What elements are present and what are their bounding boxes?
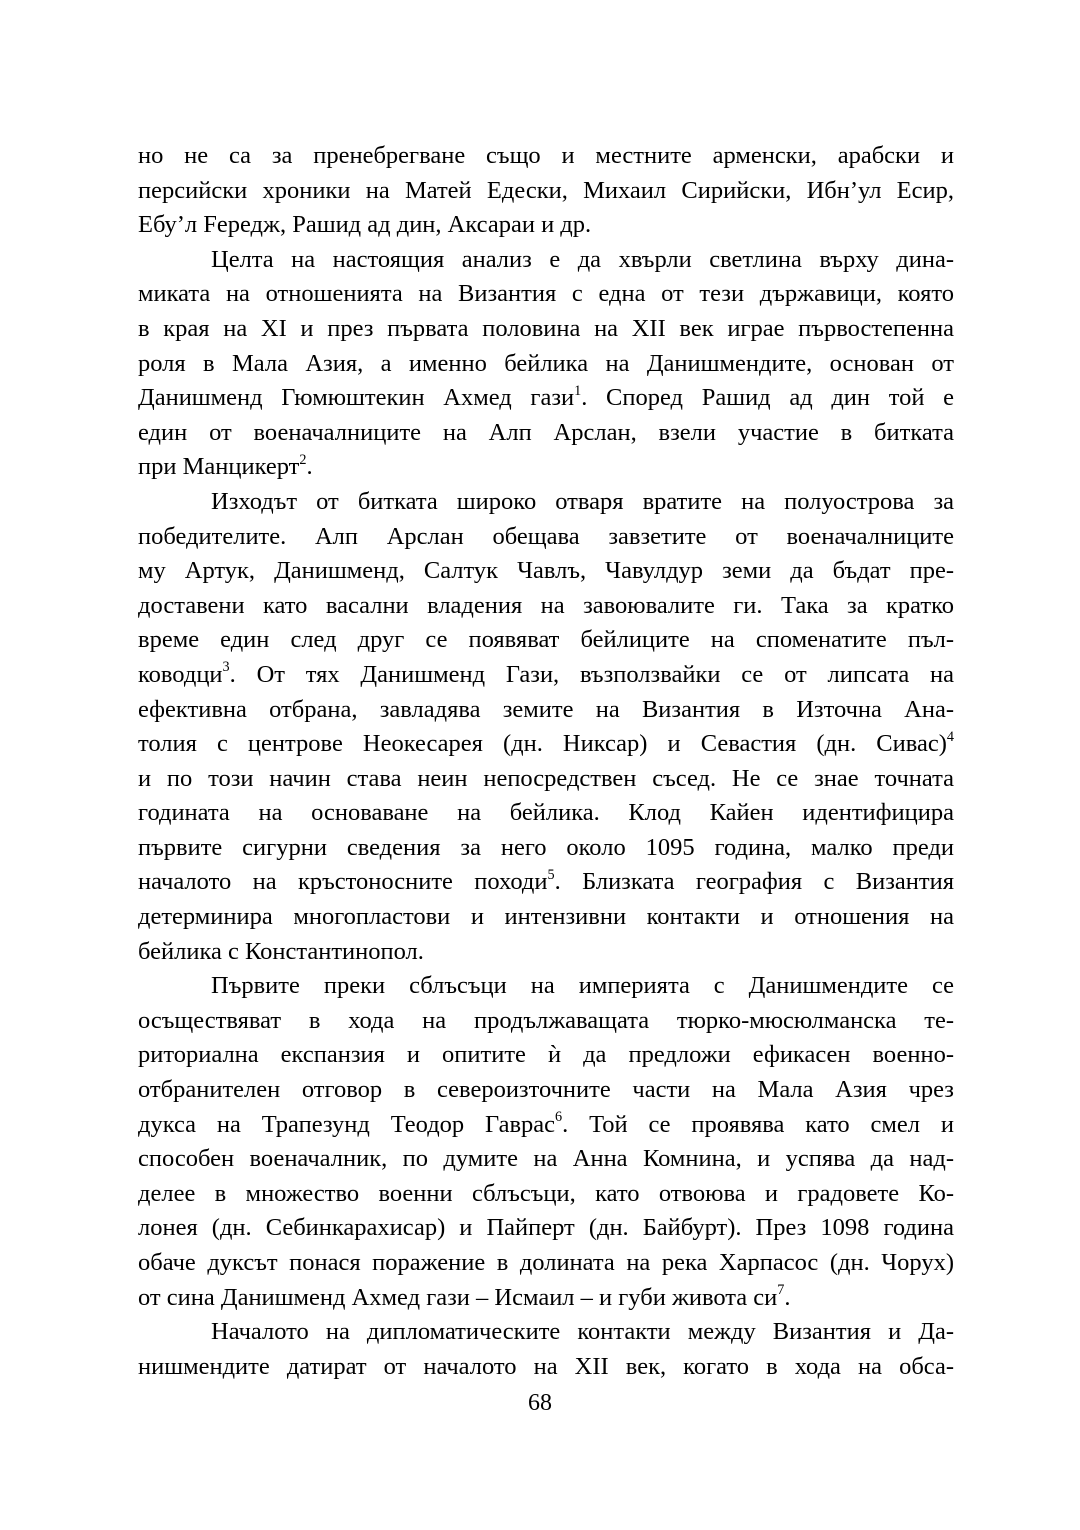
text-run: бейлика с Константинопол. xyxy=(138,937,424,965)
text-run: отбранителен отговор в североизточните части на Мала Азия чрез xyxy=(138,1076,954,1104)
text-run: . xyxy=(784,1283,791,1311)
text-run: и по този начин става неин непосредствен съсед. Не се знае точната xyxy=(138,764,954,792)
text-line xyxy=(138,935,954,970)
text-line xyxy=(138,1038,954,1073)
text-line xyxy=(138,1142,954,1177)
paragraph xyxy=(138,243,954,485)
text-line xyxy=(138,1246,954,1281)
footnote-marker[interactable]: 1 xyxy=(574,382,582,399)
text-line xyxy=(138,623,954,658)
text-line xyxy=(138,243,954,278)
text-run: . xyxy=(306,453,313,481)
text-run: доставени като васални владения на завоювалите ги. Така за кратко xyxy=(138,591,954,619)
text-line xyxy=(138,727,954,762)
text-run: . Той се проявява като смел и xyxy=(562,1110,955,1138)
text-run: . Според Рашид ад дин той е xyxy=(581,384,954,412)
text-run: персийски хроники на Матей Едески, Михаил Сирийски, Ибн’ул Есир, xyxy=(138,176,954,204)
text-run: риториална експанзия и опитите ѝ да предложи ефикасен военно- xyxy=(138,1041,954,1069)
text-run: Изходът от битката широко отваря вратите на полуострова за xyxy=(211,487,954,515)
text-run: победителите. Алп Арслан обещава завзетите от военачалниците xyxy=(138,522,954,550)
text-line xyxy=(138,865,954,900)
footnote-marker[interactable]: 7 xyxy=(777,1282,785,1299)
page-body xyxy=(138,139,954,1384)
text-run: ководци xyxy=(138,660,223,688)
text-line xyxy=(138,1108,954,1143)
text-line xyxy=(138,693,954,728)
text-run: време един след друг се появяват бейлиците на споменатите пъл- xyxy=(138,626,954,654)
text-line xyxy=(138,139,954,174)
text-line xyxy=(138,831,954,866)
text-run: първите сигурни сведения за него около 1095 година, малко преди xyxy=(138,833,954,861)
text-line xyxy=(138,1281,954,1316)
page-number: 68 xyxy=(528,1390,552,1416)
text-line xyxy=(138,1350,954,1385)
text-run: миката на отношенията на Византия с една от тези държавици, която xyxy=(138,280,954,308)
text-run: Целта на настоящия анализ е да хвърли светлина върху дина- xyxy=(211,245,954,273)
footnote-marker[interactable]: 6 xyxy=(555,1109,563,1126)
text-line xyxy=(138,1073,954,1108)
footnote-marker[interactable]: 4 xyxy=(946,728,954,745)
text-run: годината на основаване на бейлика. Клод Кайен идентифицира xyxy=(138,799,954,827)
text-line xyxy=(138,589,954,624)
text-run: Началото на дипломатическите контакти между Византия и Да- xyxy=(211,1318,954,1346)
text-run: но не са за пренебрегване също и местните арменски, арабски и xyxy=(138,142,954,169)
text-line xyxy=(138,969,954,1004)
text-line xyxy=(138,277,954,312)
text-run: роля в Мала Азия, а именно бейлика на Данишмендите, основан от xyxy=(138,349,954,377)
text-line xyxy=(138,174,954,209)
text-line xyxy=(138,762,954,797)
text-line xyxy=(138,1211,954,1246)
paragraph xyxy=(138,1315,954,1384)
text-run: способен военачалник, по думите на Анна Комнина, и успява да над- xyxy=(138,1145,954,1173)
text-run: при Манцикерт xyxy=(138,453,300,481)
text-run: Данишменд Гюмюштекин Ахмед гази xyxy=(138,384,575,412)
text-run: осъществяват в хода на продължаващата тюрко-мюсюлманска те- xyxy=(138,1006,954,1034)
footnote-marker[interactable]: 3 xyxy=(222,659,230,676)
text-line xyxy=(138,1004,954,1039)
text-line xyxy=(138,1315,954,1350)
text-run: един от военачалниците на Алп Арслан, взели участие в битката xyxy=(138,418,954,446)
text-line xyxy=(138,312,954,347)
text-run: ефективна отбрана, завладява земите на Византия в Източна Ана- xyxy=(138,695,954,723)
text-line xyxy=(138,520,954,555)
text-line xyxy=(138,347,954,382)
text-run: . От тях Данишменд Гази, възползвайки се от липсата на xyxy=(229,660,954,688)
paragraph xyxy=(138,485,954,969)
text-line xyxy=(138,485,954,520)
text-run: му Артук, Данишменд, Салтук Чавлъ, Чавулдур земи да бъдат пре- xyxy=(138,557,954,585)
footnote-marker[interactable]: 2 xyxy=(299,451,307,468)
text-run: делее в множество военни сблъсъци, като отвоюва и градовете Ко- xyxy=(138,1179,954,1207)
text-run: от сина Данишменд Ахмед гази – Исмаил – и губи живота си xyxy=(138,1283,778,1311)
text-line xyxy=(138,554,954,589)
paragraph xyxy=(138,969,954,1315)
text-run: Първите преки сблъсъци на империята с Данишмендите се xyxy=(211,972,954,1000)
text-line xyxy=(138,796,954,831)
text-line xyxy=(138,208,954,243)
paragraph xyxy=(138,139,954,243)
text-run: толия с центрове Неокесарея (дн. Никсар) и Севастия (дн. Сивас) xyxy=(138,730,947,758)
footnote-marker[interactable]: 5 xyxy=(547,866,555,883)
text-run: лонея (дн. Себинкарахисар) и Пайперт (дн. Байбурт). През 1098 година xyxy=(138,1214,954,1242)
text-line xyxy=(138,1177,954,1212)
text-line xyxy=(138,900,954,935)
text-line xyxy=(138,381,954,416)
text-run: началото на кръстоносните походи xyxy=(138,868,548,896)
text-run: . Близката география с Византия xyxy=(554,868,954,896)
text-run: Ебу’л Feредж, Рашид ад дин, Аксараи и др. xyxy=(138,211,592,239)
text-line xyxy=(138,416,954,451)
text-line xyxy=(138,450,954,485)
text-run: обаче дуксът понася поражение в долината на река Харпасос (дн. Чорух) xyxy=(138,1249,954,1276)
text-run: в края на XI и през първата половина на XII век играе първостепенна xyxy=(138,314,954,342)
text-run: детерминира многопластови и интензивни контакти и отношения на xyxy=(138,903,954,931)
text-run: нишмендите датират от началото на XII век, когато в хода на обса- xyxy=(138,1352,954,1380)
text-run: дукса на Трапезунд Теодор Гаврас xyxy=(138,1110,556,1138)
text-line xyxy=(138,658,954,693)
